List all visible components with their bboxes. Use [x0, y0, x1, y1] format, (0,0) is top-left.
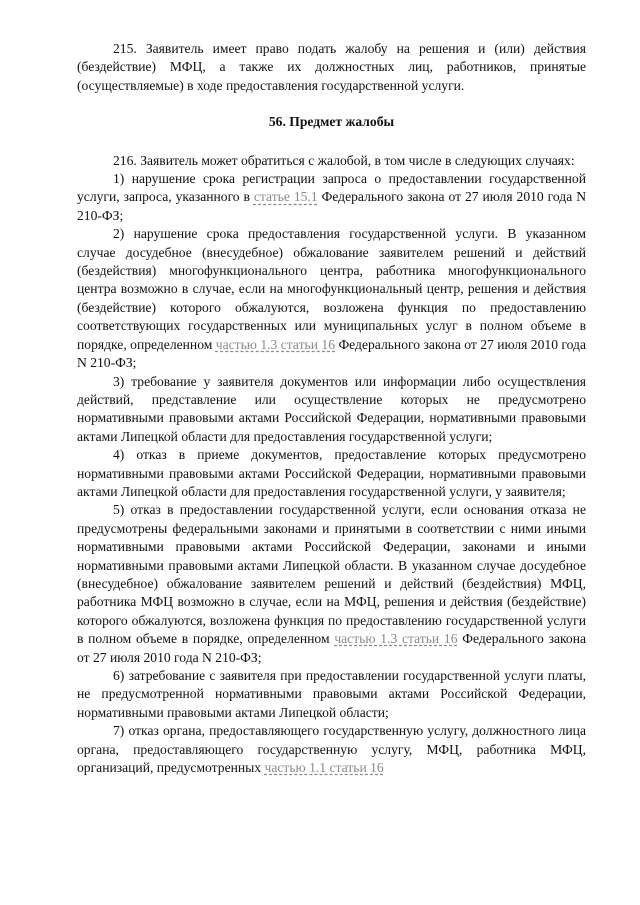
- list-item-7-text: 7) отказ органа, предоставляющего государственную услугу, должностного лица органа, предоставляющего государственную услугу, МФЦ, работника МФЦ, организаций, предусмотренных: [77, 723, 586, 776]
- list-item-4: 4) отказ в приеме документов, предоставление которых предусмотрено нормативными правовыми актами Российской Федерации, нормативными правовыми актами Липецкой области для предоставления государственной услуги, у заявителя;: [77, 447, 586, 499]
- list-item-2-text: 2) нарушение срока предоставления государственной услуги. В указанном случае досудебное (внесудебное) обжалование заявителем решений и действий (бездействия) многофункционального центра, работника многофункционального центра возможно в случае, если на многофункциональный центр, решения и действия (бездействие) которого обжалуются, возложена функция по предоставлению соответствующих государственных или муниципальных услуг в полном объеме в порядке, определенном: [77, 226, 586, 352]
- list-item-5: [77, 501, 586, 667]
- list-item-2-text-end: Федерального закона от 27 июля 2010 года N 210-ФЗ;: [77, 336, 587, 371]
- law-reference-link[interactable]: частью 1.1 статьи 16: [264, 760, 384, 776]
- list-item-1: [77, 170, 586, 225]
- law-reference-link[interactable]: частью 1.3 статьи 16: [215, 336, 336, 352]
- list-item-7: [77, 722, 586, 777]
- list-item-5-text-end: Федерального закона от 27 июля 2010 года N 210-ФЗ;: [77, 631, 586, 665]
- list-item-6: 6) затребование с заявителя при предоставлении государственной услуги платы, не предусмотренной нормативными правовыми актами Российской Федерации, нормативными правовыми актами Липецкой области;: [77, 668, 586, 720]
- law-reference-link[interactable]: статье 15.1: [253, 189, 318, 205]
- list-item-1-text: 1) нарушение срока регистрации запроса о предоставлении государственной услуги, запроса, указанного в: [77, 171, 586, 205]
- list-item-5-text: 5) отказ в предоставлении государственной услуги, если основания отказа не предусмотрены федеральными законами и принятыми в соответствии с ними иными нормативными правовыми актами Российской Федерации, законами и иными нормативными правовыми актами Липецкой области. В указанном случае досудебное (внесудебное) обжалование заявителем решений и действий (бездействия) МФЦ, работника МФЦ возможно в случае, если на МФЦ, решения и действия (бездействие) которого обжалуются, возложена функция по предоставлению государственной услуги в полном объеме в порядке, определенном: [77, 502, 586, 647]
- paragraph-215: 215. Заявитель имеет право подать жалобу на решения и (или) действия (бездействие) МФЦ, а также их должностных лиц, работников, принятые (осуществляемые) в ходе предоставления государственной услуги.: [77, 41, 586, 93]
- list-item-2: [77, 225, 586, 372]
- law-reference-link[interactable]: частью 1.3 статьи 16: [334, 631, 458, 647]
- list-item-3: 3) требование у заявителя документов или информации либо осуществления действий, представление или осуществление которых не предусмотрено нормативными правовыми актами Российской Федерации, нормативными правовыми актами Липецкой области для предоставления государственной услуги;: [77, 373, 586, 444]
- list-item-1-text-end: Федерального закона от 27 июля 2010 года N 210-ФЗ;: [77, 189, 587, 223]
- document-page: [77, 40, 586, 777]
- section-heading: 56. Предмет жалобы: [268, 114, 395, 130]
- paragraph-216: 216. Заявитель может обратиться с жалобой, в том числе в следующих случаях:: [113, 152, 575, 168]
